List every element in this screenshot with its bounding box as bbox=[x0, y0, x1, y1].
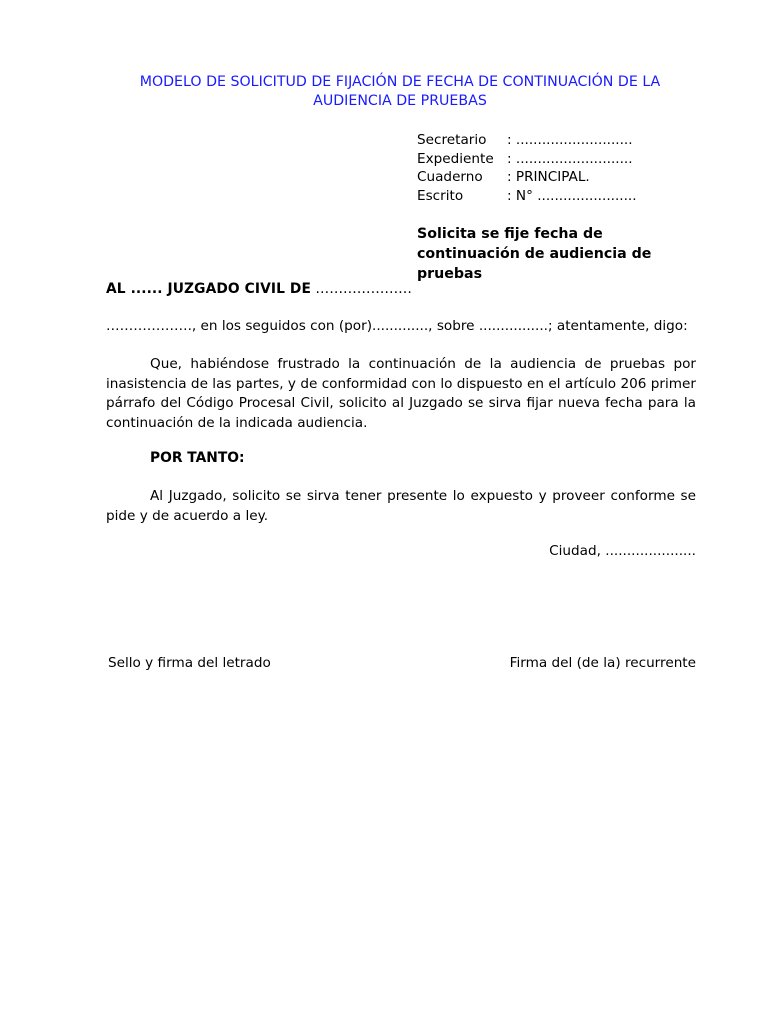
meta-value: : PRINCIPAL. bbox=[507, 169, 590, 186]
lawyer-signature-label: Sello y firma del letrado bbox=[108, 655, 271, 671]
meta-row-cuaderno bbox=[417, 168, 637, 187]
body-paragraph-2-text: Al Juzgado, solicito se sirva tener presente lo expuesto y proveer conforme se pide y de acuerdo a ley. bbox=[106, 488, 696, 524]
meta-label: Cuaderno bbox=[417, 169, 483, 186]
meta-value: : ........................... bbox=[507, 132, 633, 148]
meta-label: Expediente bbox=[417, 150, 494, 167]
city-date-line: Ciudad, ..................... bbox=[549, 543, 696, 559]
intro-line: ………………., en los seguidos con (por)............., sobre ................; atentamente, digo: bbox=[106, 318, 688, 334]
body-paragraph-1 bbox=[106, 355, 696, 433]
body-paragraph-1-text: Que, habiéndose frustrado la continuación de la audiencia de pruebas por inasistencia de las partes, y de conformidad con lo dispuesto en el artículo 206 primer párrafo del Código Procesal Civil, solicito al Juzgado se sirva fijar nueva fecha para la continuación de la indicada audiencia. bbox=[106, 356, 696, 431]
meta-row-expediente bbox=[417, 150, 637, 169]
addressee-line bbox=[106, 281, 412, 297]
por-tanto-heading: POR TANTO: bbox=[150, 450, 245, 466]
meta-row-secretario bbox=[417, 131, 637, 150]
applicant-signature-label: Firma del (de la) recurrente bbox=[509, 655, 696, 671]
meta-value: : N° ....................... bbox=[507, 188, 637, 205]
case-metadata bbox=[417, 131, 637, 206]
meta-label: Secretario bbox=[417, 132, 487, 148]
addressee-blank: ………………… bbox=[315, 281, 412, 297]
subject-line: Solicita se fije fecha de continuación de audiencia de pruebas bbox=[417, 226, 652, 282]
meta-row-escrito bbox=[417, 187, 637, 206]
addressee-label: AL ...... JUZGADO CIVIL DE bbox=[106, 281, 311, 297]
meta-value: : ........................... bbox=[507, 150, 633, 167]
document-title: MODELO DE SOLICITUD DE FIJACIÓN DE FECHA DE CONTINUACIÓN DE LA AUDIENCIA DE PRUEBAS bbox=[139, 74, 661, 109]
body-paragraph-2 bbox=[106, 487, 696, 526]
meta-label: Escrito bbox=[417, 188, 464, 205]
